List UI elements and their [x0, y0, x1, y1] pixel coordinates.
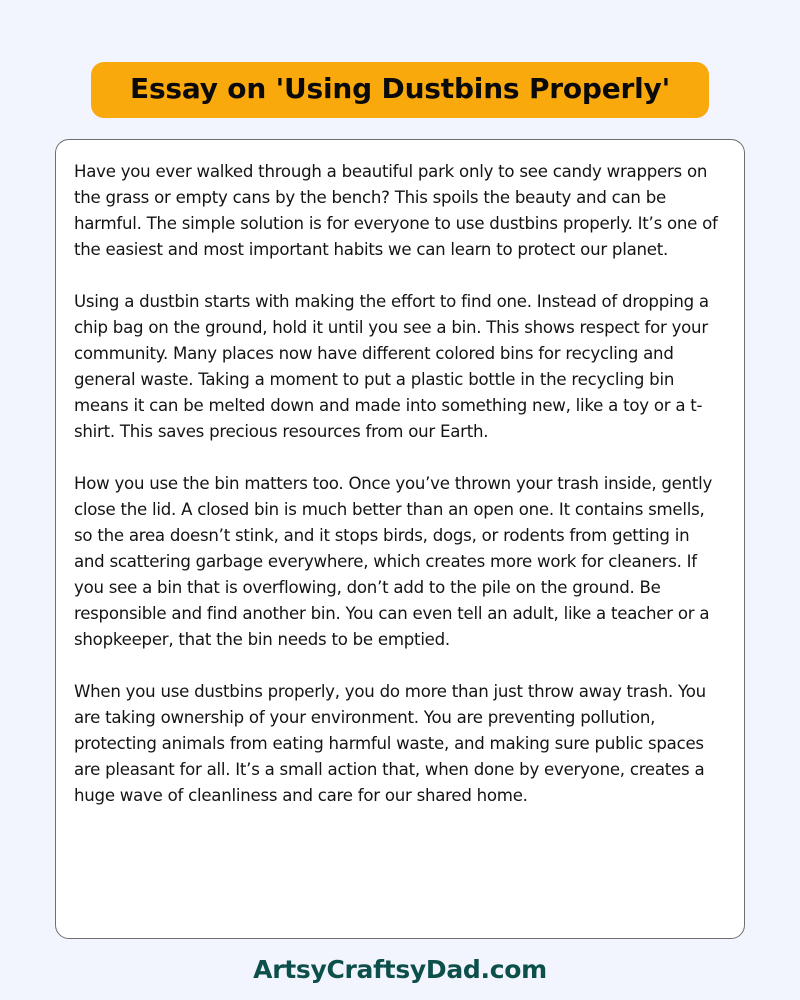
essay-body	[74, 159, 722, 809]
essay-paragraph: Using a dustbin starts with making the effort to find one. Instead of dropping a chip bag on the ground, hold it until you see a bin. This shows respect for your community. Many places now have different colored bins for recycling and general waste. Taking a moment to put a plastic bottle in the recycling bin means it can be melted down and made into something new, like a toy or a t-shirt. This saves precious resources from our Earth.	[74, 292, 709, 442]
essay-card	[55, 139, 745, 939]
page-title: Essay on 'Using Dustbins Properly'	[130, 72, 670, 105]
site-footer	[253, 955, 547, 984]
essay-paragraph: How you use the bin matters too. Once you’ve thrown your trash inside, gently close the lid. A closed bin is much better than an open one. It contains smells, so the area doesn’t stink, and it stops birds, dogs, or rodents from getting in and scattering garbage everywhere, which creates more work for cleaners. If you see a bin that is overflowing, don’t add to the pile on the ground. Be responsible and find another bin. You can even tell an adult, like a teacher or a shopkeeper, that the bin needs to be emptied.	[74, 474, 713, 650]
essay-paragraph: When you use dustbins properly, you do more than just throw away trash. You are taking ownership of your environment. You are preventing pollution, protecting animals from eating harmful waste, and making sure public spaces are pleasant for all. It’s a small action that, when done by everyone, creates a huge wave of cleanliness and care for our shared home.	[74, 682, 706, 806]
essay-paragraph: Have you ever walked through a beautiful park only to see candy wrappers on the grass or empty cans by the bench? This spoils the beauty and can be harmful. The simple solution is for everyone to use dustbins properly. It’s one of the easiest and most important habits we can learn to protect our planet.	[74, 162, 718, 260]
site-branding-text: ArtsyCraftsyDad.com	[253, 955, 547, 985]
title-banner	[91, 62, 709, 118]
